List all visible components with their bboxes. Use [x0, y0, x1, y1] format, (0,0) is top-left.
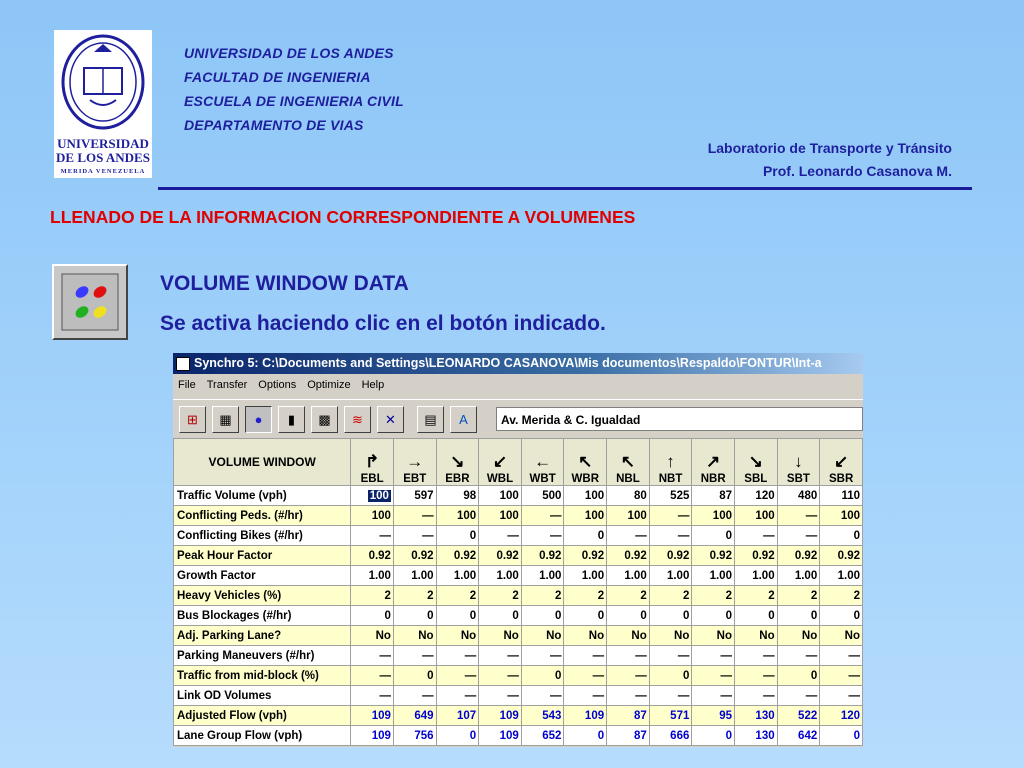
menu-transfer[interactable]: Transfer [206, 379, 248, 391]
value-cell[interactable]: — [351, 646, 394, 666]
faculty-name: FACULTAD DE INGENIERIA [184, 69, 371, 85]
value-cell[interactable]: 0 [692, 606, 735, 626]
intersection-name-field[interactable]: Av. Merida & C. Igualdad [496, 407, 863, 431]
value-cell[interactable]: No [692, 626, 735, 646]
movement-icon: ↘ [450, 452, 465, 471]
value-cell[interactable]: — [777, 646, 820, 666]
value-cell[interactable]: — [777, 686, 820, 706]
value-cell[interactable]: — [479, 686, 522, 706]
menu-file[interactable]: File [178, 379, 196, 391]
value-cell[interactable] [351, 486, 394, 506]
value-cell[interactable]: 100 [734, 506, 777, 526]
value-cell[interactable]: — [521, 646, 564, 666]
value-cell: 649 [393, 706, 436, 726]
value-cell[interactable]: No [734, 626, 777, 646]
value-cell[interactable]: 100 [820, 506, 863, 526]
page-heading: LLENADO DE LA INFORMACION CORRESPONDIENTE A VOLUMENES [50, 207, 636, 227]
column-header: → EBT [393, 439, 436, 486]
value-cell[interactable]: 1.00 [692, 566, 735, 586]
volume-toolbar-button[interactable] [245, 406, 272, 433]
value-cell[interactable]: — [692, 646, 735, 666]
value-cell[interactable]: 1.00 [734, 566, 777, 586]
value-cell[interactable]: — [479, 646, 522, 666]
value-cell[interactable]: 100 [479, 486, 522, 506]
lab-name: Laboratorio de Transporte y Tránsito [707, 140, 952, 156]
movement-icon: → [406, 452, 424, 471]
value-cell[interactable]: 2 [607, 586, 650, 606]
column-header: ↙ SBR [820, 439, 863, 486]
value-cell[interactable]: 2 [479, 586, 522, 606]
value-cell[interactable]: 2 [820, 586, 863, 606]
map-icon: ⊞ [187, 412, 198, 427]
value-cell[interactable]: — [393, 526, 436, 546]
column-header: ↓ SBT [777, 439, 820, 486]
lane-icon: ▦ [219, 412, 232, 427]
value-cell: 130 [734, 706, 777, 726]
value-cell: 652 [521, 726, 564, 746]
movement-icon: ↑ [666, 452, 675, 471]
window-title: Synchro 5: C:\Documents and Settings\LEONARDO CASANOVA\Mis documentos\Respaldo\FONTUR\Int-a [194, 356, 822, 370]
movement-icon: ↓ [794, 452, 803, 471]
value-cell[interactable]: 0 [649, 606, 692, 626]
value-cell[interactable]: — [734, 526, 777, 546]
header-divider [158, 187, 972, 190]
row-label: Growth Factor [174, 566, 351, 586]
value-cell[interactable]: 120 [734, 486, 777, 506]
column-header-row [174, 439, 863, 486]
value-cell[interactable]: — [521, 506, 564, 526]
row-label: Link OD Volumes [174, 686, 351, 706]
value-cell[interactable]: 0 [607, 606, 650, 626]
signal-icon: ▮ [287, 412, 296, 427]
value-cell: 571 [649, 706, 692, 726]
value-cell[interactable]: 1.00 [393, 566, 436, 586]
value-cell[interactable]: 1.00 [777, 566, 820, 586]
value-cell: 109 [479, 726, 522, 746]
table-row [174, 646, 863, 666]
menu-options[interactable]: Options [258, 379, 297, 391]
value-cell[interactable]: 2 [649, 586, 692, 606]
value-cell[interactable]: 1.00 [479, 566, 522, 586]
value-cell[interactable]: 1.00 [351, 566, 394, 586]
movement-icon: ← [534, 452, 552, 471]
value-cell[interactable]: 0.92 [820, 546, 863, 566]
value-cell[interactable]: 0.92 [393, 546, 436, 566]
table-row [174, 606, 863, 626]
value-cell[interactable]: 0 [692, 526, 735, 546]
value-cell[interactable]: — [649, 646, 692, 666]
value-cell[interactable]: 80 [607, 486, 650, 506]
value-cell[interactable]: 87 [692, 486, 735, 506]
professor-name: Prof. Leonardo Casanova M. [762, 163, 952, 179]
row-label: Traffic from mid-block (%) [174, 666, 351, 686]
column-header: ↖ WBR [564, 439, 607, 486]
value-cell[interactable]: 2 [521, 586, 564, 606]
value-cell[interactable]: 0 [436, 526, 479, 546]
map-view-button[interactable] [179, 406, 206, 433]
selected-value[interactable]: 100 [369, 489, 389, 502]
university-name: UNIVERSIDAD DE LOS ANDES [184, 45, 394, 61]
value-cell[interactable]: 100 [607, 506, 650, 526]
value-cell[interactable]: — [820, 646, 863, 666]
value-cell[interactable]: 0 [734, 606, 777, 626]
value-cell[interactable]: — [436, 666, 479, 686]
value-cell[interactable]: No [607, 626, 650, 646]
column-header: ↗ NBR [692, 439, 735, 486]
movement-icon: ↱ [365, 452, 380, 471]
value-cell[interactable]: 100 [564, 506, 607, 526]
value-cell[interactable]: 1.00 [649, 566, 692, 586]
column-header: ↙ WBL [479, 439, 522, 486]
volume-window-button[interactable] [52, 264, 128, 340]
table-row [174, 686, 863, 706]
value-cell: 642 [777, 726, 820, 746]
value-cell: 0 [820, 726, 863, 746]
value-cell[interactable]: — [521, 686, 564, 706]
value-cell[interactable]: — [820, 666, 863, 686]
row-label: Bus Blockages (#/hr) [174, 606, 351, 626]
logo-line-3: MERIDA VENEZUELA [60, 168, 146, 175]
value-cell[interactable]: 100 [351, 506, 394, 526]
value-cell: 0 [564, 726, 607, 746]
value-cell[interactable]: 0 [393, 666, 436, 686]
value-cell[interactable]: 0 [521, 666, 564, 686]
value-cell[interactable]: — [607, 666, 650, 686]
toolbar [173, 399, 863, 439]
value-cell[interactable]: 1.00 [820, 566, 863, 586]
report-button[interactable] [417, 406, 444, 433]
annotate-icon: A [459, 412, 468, 427]
timing-window-button[interactable] [278, 406, 305, 433]
value-cell[interactable]: 0 [777, 606, 820, 626]
value-cell[interactable]: No [436, 626, 479, 646]
value-cell[interactable]: — [777, 526, 820, 546]
value-cell[interactable]: — [564, 646, 607, 666]
department-name: DEPARTAMENTO DE VIAS [184, 117, 364, 133]
detector-button[interactable] [377, 406, 404, 433]
menu-help[interactable]: Help [361, 379, 385, 391]
menu-bar [173, 375, 863, 395]
column-header: ← WBT [521, 439, 564, 486]
value-cell: 87 [607, 726, 650, 746]
value-cell[interactable]: — [692, 686, 735, 706]
movement-icon: ↗ [706, 452, 721, 471]
value-cell[interactable]: 0.92 [564, 546, 607, 566]
logo-line-1: UNIVERSIDAD [57, 136, 149, 151]
value-cell[interactable]: — [649, 526, 692, 546]
movement-icon: ↘ [748, 452, 763, 471]
value-cell[interactable]: 110 [820, 486, 863, 506]
value-cell: 109 [351, 726, 394, 746]
row-label: Lane Group Flow (vph) [174, 726, 351, 746]
movement-icon: ↖ [620, 452, 636, 471]
value-cell[interactable]: 0 [820, 526, 863, 546]
row-label: Conflicting Peds. (#/hr) [174, 506, 351, 526]
volume-table [173, 438, 863, 746]
value-cell[interactable]: 0.92 [649, 546, 692, 566]
row-label: Parking Maneuvers (#/hr) [174, 646, 351, 666]
value-cell[interactable]: 0.92 [521, 546, 564, 566]
table-row [174, 566, 863, 586]
value-cell[interactable]: 100 [564, 486, 607, 506]
value-cell: 109 [351, 706, 394, 726]
value-cell[interactable]: — [649, 686, 692, 706]
value-cell[interactable]: — [777, 506, 820, 526]
value-cell[interactable]: — [436, 686, 479, 706]
app-icon [176, 357, 190, 371]
row-label: Adjusted Flow (vph) [174, 706, 351, 726]
value-cell[interactable]: 0.92 [479, 546, 522, 566]
value-cell[interactable]: — [734, 646, 777, 666]
value-cell[interactable]: — [692, 666, 735, 686]
row-label: Conflicting Bikes (#/hr) [174, 526, 351, 546]
value-cell[interactable]: 2 [692, 586, 735, 606]
value-cell[interactable]: — [479, 526, 522, 546]
volume-small-icon: ● [254, 412, 263, 427]
value-cell[interactable]: — [479, 666, 522, 686]
value-cell[interactable]: — [734, 666, 777, 686]
logo-line-2: DE LOS ANDES [56, 150, 150, 165]
value-cell[interactable]: 0 [479, 606, 522, 626]
value-cell[interactable]: 0 [649, 666, 692, 686]
lane-window-button[interactable] [212, 406, 239, 433]
value-cell[interactable]: — [564, 666, 607, 686]
value-cell[interactable]: 0 [393, 606, 436, 626]
value-cell: 130 [734, 726, 777, 746]
volume-window-label: VOLUME WINDOW [174, 439, 351, 486]
value-cell[interactable]: 2 [351, 586, 394, 606]
value-cell[interactable]: 0 [564, 606, 607, 626]
row-label: Traffic Volume (vph) [174, 486, 351, 506]
phasing-icon: ▩ [318, 412, 331, 427]
value-cell[interactable]: 500 [521, 486, 564, 506]
simulation-button[interactable] [344, 406, 371, 433]
value-cell[interactable]: — [607, 686, 650, 706]
value-cell[interactable]: 2 [436, 586, 479, 606]
synchro-window [173, 353, 863, 747]
value-cell[interactable]: No [521, 626, 564, 646]
window-titlebar[interactable] [173, 353, 863, 374]
value-cell[interactable]: No [649, 626, 692, 646]
value-cell[interactable]: 0.92 [351, 546, 394, 566]
value-cell[interactable]: 1.00 [436, 566, 479, 586]
value-cell[interactable]: — [351, 666, 394, 686]
value-cell[interactable]: 100 [479, 506, 522, 526]
movement-icon: ↖ [578, 452, 593, 471]
column-header: ↘ SBL [734, 439, 777, 486]
value-cell[interactable]: 0.92 [436, 546, 479, 566]
column-header: ↑ NBT [649, 439, 692, 486]
value-cell[interactable]: No [351, 626, 394, 646]
value-cell[interactable]: — [436, 646, 479, 666]
value-cell[interactable]: — [734, 686, 777, 706]
value-cell[interactable]: — [649, 506, 692, 526]
column-header: ↘ EBR [436, 439, 479, 486]
column-header: ↱ EBL [351, 439, 394, 486]
value-cell[interactable]: 0 [564, 526, 607, 546]
value-cell[interactable]: — [351, 526, 394, 546]
value-cell[interactable]: 0.92 [734, 546, 777, 566]
volume-icon [54, 266, 126, 338]
university-logo [54, 30, 152, 178]
value-cell[interactable]: 0 [820, 606, 863, 626]
table-row [174, 546, 863, 566]
value-cell[interactable]: 0.92 [692, 546, 735, 566]
detector-icon: ✕ [385, 412, 396, 427]
value-cell[interactable]: No [393, 626, 436, 646]
value-cell[interactable]: — [351, 686, 394, 706]
value-cell[interactable]: — [564, 686, 607, 706]
value-cell[interactable]: No [820, 626, 863, 646]
table-row [174, 486, 863, 506]
value-cell[interactable]: — [393, 506, 436, 526]
value-cell[interactable]: 2 [734, 586, 777, 606]
column-header: ↖ NBL [607, 439, 650, 486]
value-cell[interactable]: 0.92 [777, 546, 820, 566]
value-cell[interactable]: 0 [521, 606, 564, 626]
value-cell[interactable]: 2 [777, 586, 820, 606]
value-cell: 666 [649, 726, 692, 746]
value-cell: 522 [777, 706, 820, 726]
movement-icon: ↙ [833, 452, 849, 471]
table-row [174, 706, 863, 726]
value-cell[interactable]: 480 [777, 486, 820, 506]
value-cell[interactable]: No [479, 626, 522, 646]
value-cell[interactable]: 0 [351, 606, 394, 626]
volume-title: VOLUME WINDOW DATA [160, 272, 409, 295]
report-icon: ▤ [424, 412, 437, 427]
table-row [174, 506, 863, 526]
value-cell[interactable]: 98 [436, 486, 479, 506]
value-cell[interactable]: — [607, 526, 650, 546]
value-cell[interactable]: 100 [436, 506, 479, 526]
value-cell[interactable]: 597 [393, 486, 436, 506]
value-cell[interactable]: 2 [564, 586, 607, 606]
value-cell[interactable]: 0 [777, 666, 820, 686]
phasing-window-button[interactable] [311, 406, 338, 433]
value-cell[interactable]: — [393, 686, 436, 706]
annotate-button[interactable] [450, 406, 477, 433]
menu-optimize[interactable]: Optimize [307, 379, 351, 391]
value-cell[interactable]: — [820, 686, 863, 706]
value-cell[interactable]: — [521, 526, 564, 546]
value-cell: 120 [820, 706, 863, 726]
row-label: Heavy Vehicles (%) [174, 586, 351, 606]
value-cell: 107 [436, 706, 479, 726]
value-cell[interactable]: 1.00 [521, 566, 564, 586]
simulation-icon: ≋ [352, 412, 363, 427]
value-cell: 95 [692, 706, 735, 726]
row-label: Peak Hour Factor [174, 546, 351, 566]
table-row [174, 586, 863, 606]
value-cell[interactable]: 0.92 [607, 546, 650, 566]
value-cell: 87 [607, 706, 650, 726]
value-cell: 756 [393, 726, 436, 746]
value-cell[interactable]: No [777, 626, 820, 646]
table-row [174, 526, 863, 546]
school-name: ESCUELA DE INGENIERIA CIVIL [184, 93, 404, 109]
value-cell: 109 [564, 706, 607, 726]
value-cell[interactable]: 2 [393, 586, 436, 606]
table-row [174, 666, 863, 686]
value-cell[interactable]: — [393, 646, 436, 666]
value-cell: 0 [436, 726, 479, 746]
value-cell[interactable]: No [564, 626, 607, 646]
row-label: Adj. Parking Lane? [174, 626, 351, 646]
value-cell[interactable]: — [607, 646, 650, 666]
movement-icon: ↙ [492, 452, 508, 471]
value-cell: 109 [479, 706, 522, 726]
value-cell: 543 [521, 706, 564, 726]
volume-subtitle: Se activa haciendo clic en el botón indicado. [160, 312, 606, 335]
value-cell: 0 [692, 726, 735, 746]
table-row [174, 726, 863, 746]
value-cell[interactable]: 0 [436, 606, 479, 626]
value-cell[interactable]: 525 [649, 486, 692, 506]
value-cell[interactable]: 1.00 [564, 566, 607, 586]
value-cell[interactable]: 1.00 [607, 566, 650, 586]
table-row [174, 626, 863, 646]
value-cell[interactable]: 100 [692, 506, 735, 526]
